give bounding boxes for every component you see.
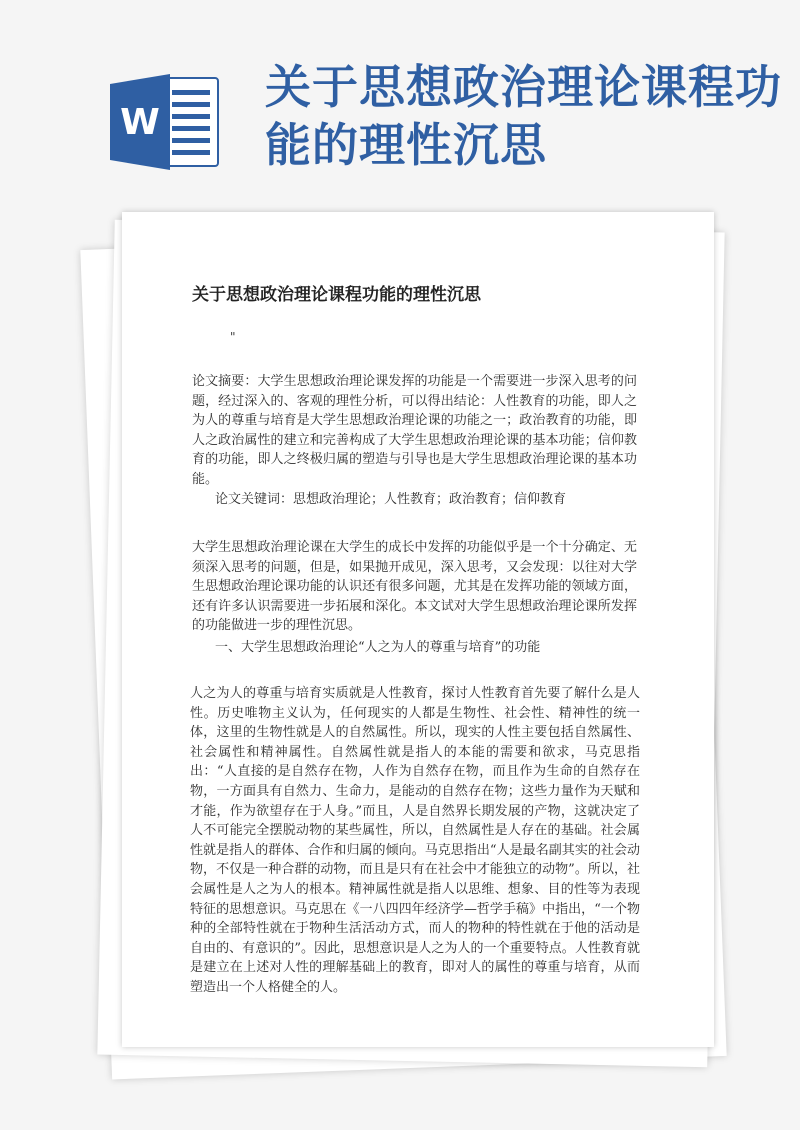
body-paragraph: 人之为人的尊重与培育实质就是人性教育，探讨人性教育首先要了解什么是人性。历史唯物主义认为，任何现实的人都是生物性、社会性、精神性的统一体，这里的生物性就是人的自然属性。所以，现实的人性主要包括自然属性、社会属性和精神属性。自然属性就是指人的本能的需要和欲求，马克思指出：“人直接的是自然存在物，人作为自然存在物，而且作为生命的自然存在物，一方面具有自然力、生命力，是能动的自然存在物；这些力量作为天赋和才能，作为欲望存在于人身。”而且，人是自然界长期发展的产物，这就决定了人不可能完全摆脱动物的某些属性，所以，自然属性是人存在的基础。社会属性就是指人的群体、合作和归属的倾向。马克思指出“人是最名副其实的社会动物，不仅是一种合群的动物，而且是只有在社会中才能独立的动物”。所以，社会属性是人之为人的根本。精神属性就是指人以思维、想象、目的性等为表现特征的思想意识。马克思在《一八四四年经济学—哲学手稿》中指出，“一个物种的全部特性就在于物种生活活动方式，而人的物种的特性就在于他的活动是自由的、有意识的”。因此，思想意识是人之为人的一个重要特点。人性教育就是建立在上述对人性的理解基础上的教育，即对人的属性的尊重与培育，从而塑造出一个人格健全的人。 xyxy=(190,686,640,995)
svg-text:W: W xyxy=(120,102,160,143)
word-document-icon xyxy=(110,72,220,172)
section-heading: 一、大学生思想政治理论“人之为人的尊重与培育”的功能 xyxy=(215,640,541,655)
banner-header xyxy=(0,0,800,205)
document-title: 关于思想政治理论课程功能的理性沉思 xyxy=(192,285,481,305)
abstract-paragraph: 论文摘要：大学生思想政治理论课发挥的功能是一个需要进一步深入思考的问题，经过深入的、客观的理性分析，可以得出结论：人性教育的功能，即人之为人的尊重与培育是大学生思想政治理论课的功能之一；政治教育的功能，即人之政治属性的建立和完善构成了大学生思想政治理论课的基本功能；信仰教育的功能，即人之终极归属的塑造与引导也是大学生思想政治理论课的基本功能。 xyxy=(192,374,637,487)
document-page xyxy=(122,212,714,1047)
quote-mark: " xyxy=(230,330,236,344)
keywords-paragraph: 论文关键词：思想政治理论；人性教育；政治教育；信仰教育 xyxy=(215,492,567,507)
banner-title: 关于思想政治理论课程功能的理性沉思 xyxy=(265,60,782,172)
intro-paragraph: 大学生思想政治理论课在大学生的成长中发挥的功能似乎是一个十分确定、无须深入思考的问题，但是，如果抛开成见，深入思考，又会发现：以往对大学生思想政治理论课功能的认识还有很多问题，尤其是在发挥功能的领域方面，还有许多认识需要进一步拓展和深化。本文试对大学生思想政治理论课所发挥的功能做进一步的理性沉思。 xyxy=(192,540,637,634)
